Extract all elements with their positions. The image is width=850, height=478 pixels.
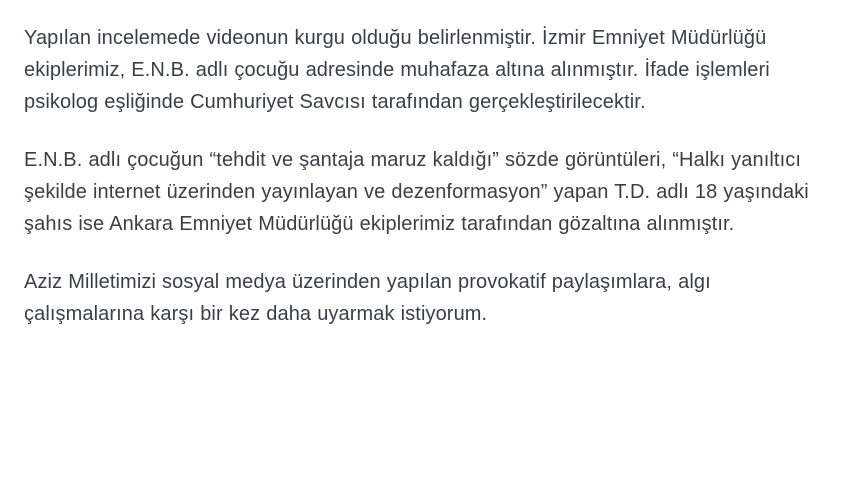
statement-paragraph-3: Aziz Milletimizi sosyal medya üzerinden yapılan provokatif paylaşımlara, algı çalışmalarına karşı bir kez daha uyarmak istiyorum. <box>24 271 711 325</box>
statement-paragraph-1: Yapılan incelemede videonun kurgu olduğu belirlenmiştir. İzmir Emniyet Müdürlüğü ekiplerimiz, E.N.B. adlı çocuğu adresinde muhafaza altına alınmıştır. İfade işlemleri psikolog eşliğinde Cumhuriyet Savcısı tarafından gerçekleştirilecektir. <box>24 27 770 113</box>
statement-paragraph-2: E.N.B. adlı çocuğun “tehdit ve şantaja maruz kaldığı” sözde görüntüleri, “Halkı yanıltıcı şekilde internet üzerinden yayınlayan ve dezenformasyon” yapan T.D. adlı 18 yaşındaki şahıs ise Ankara Emniyet Müdürlüğü ekiplerimiz tarafından gözaltına alınmıştır. <box>24 149 809 235</box>
